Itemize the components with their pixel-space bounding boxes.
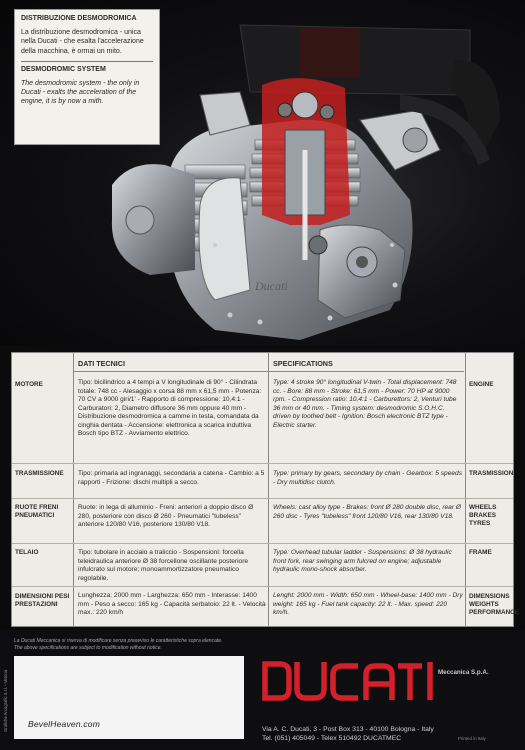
info-heading-en: DESMODROMIC SYSTEM (21, 65, 106, 73)
row-text-wheels: Wheels: cast alloy type - Brakes: front Ø 280 double disc, rear Ø 260 disc - Tyres "tubeless" front 120/80 V16, rear 130/80 V18. (273, 504, 462, 520)
disclaimer (14, 638, 222, 652)
row-divider (12, 586, 513, 587)
info-heading-it: DISTRIBUZIONE DESMODROMICA (21, 15, 137, 22)
disclaimer-it: La Ducati Meccanica si riserva di modificare senza preavviso le caratteristiche sopra elencate. (14, 638, 223, 644)
address-line-1: Via A. C. Ducati, 3 - Post Box 313 - 40100 Bologna - Italy (262, 726, 434, 733)
company-address (262, 725, 434, 743)
row-label-trasmission: TRASMISSION (469, 470, 514, 477)
engine-photo (0, 0, 525, 345)
row-text-dimensioni: Lunghezza: 2000 mm - Larghezza: 650 mm - Interasse: 1400 mm - Peso a secco: 165 kg - Capacità serbatoio: 22 lt. - Velocità max.: 220 km/h (78, 592, 266, 617)
specifications-table (11, 352, 520, 627)
row-divider (12, 543, 513, 544)
row-label-telaio: TELAIO (15, 549, 39, 556)
printer-credit: Grafiche Arcografic S.r.l. - Verona (3, 669, 8, 732)
info-divider (21, 61, 153, 62)
ducati-logo (262, 660, 434, 702)
row-label-engine: ENGINE (469, 381, 494, 388)
brand-subtitle: Meccanica S.p.A. (438, 669, 489, 676)
footer (0, 630, 525, 750)
printed-in-italy: Printed in Italy (458, 736, 486, 741)
header-divider (74, 371, 464, 372)
info-text-en: The desmodromic system - the only in Ducati - exalts the acceleration of the engine, it is by now a mith. (21, 80, 140, 106)
row-label-motore: MOTORE (15, 381, 43, 388)
row-text-frame: Type: Overhead tubular ladder - Suspensions: Ø 38 hydraulic front fork, rear swinging arm fulcred on engine; adjustable hydraulic mono-shock absorber. (273, 549, 452, 574)
header-specifications: SPECIFICATIONS (273, 359, 333, 368)
row-label-dimensioni: DIMENSIONI PESI PRESTAZIONI (15, 593, 70, 608)
row-label-dimensions: DIMENSIONS WEIGHTS PERFORMANCE (469, 593, 520, 616)
row-divider (12, 463, 513, 464)
desmodromic-info-box (14, 9, 160, 145)
address-line-2: Tel. (051) 405049 - Telex 510492 DUCATMEC (262, 735, 402, 743)
row-text-trasmissione: Tipo: primaria ad ingranaggi, secondaria a catena - Cambio: a 5 rapporti - Frizione: dischi multipli a secco. (78, 470, 265, 486)
row-text-dimensions: Lenght: 2000 mm - Width: 650 mm - Wheel-base: 1400 mm - Dry weight: 165 kg - Fuel tank capacity: 22 lt. - Max. speed: 220 km/h. (273, 592, 463, 617)
header-dati-tecnici: DATI TECNICI (78, 359, 125, 368)
row-text-trasmission: Type: primary by gears, secondary by chain - Gearbox: 5 speeds - Dry multidisc clutch. (273, 470, 462, 486)
svg-text:Ducati: Ducati (255, 279, 288, 293)
row-divider (12, 498, 513, 499)
row-text-engine: Type: 4 stroke 90° longitudinal V-twin - Total displacement: 748 cc. - Bore: 88 mm - Stroke: 61,5 mm - Power: 70 HP at 9000 rpm. - Compression ratio: 10,4:1 - Carburettors: 2, Venturi tube 36 mm or 40 mm. - Timing system: desmodromic S.O.H.C. driven by toothed belt - Ignition: Bosch electronic BTZ type - Electric starter. (273, 379, 457, 429)
info-text-it: La distribuzione desmodromica - unica nella Ducati - che esalta l'accelerazione della macchina, è ormai un mito. (21, 29, 144, 55)
row-label-frame: FRAME (469, 549, 492, 556)
row-label-wheels: WHEELS BRAKES TYRES (469, 504, 497, 527)
row-label-trasmissione: TRASMISSIONE (15, 470, 64, 477)
row-text-telaio: Tipo: tubolare in acciaio a traliccio - Sospensioni: forcella teleidraulica anteriore Ø 38 forcellone oscillante posteriore infulcrato sul motore; monoammortizzatore pneumatico regolabile. (78, 549, 249, 582)
row-label-ruote: RUOTE FRENI PNEUMATICI (15, 504, 59, 519)
row-text-ruote: Ruote: in lega di alluminio - Freni: anteriori a doppio disco Ø 280, posteriore con disco Ø 260 - Pneumatici "tubeless" anteriore 120/80 V16, posteriore 130/80 V18. (78, 504, 254, 529)
website-watermark[interactable]: BevelHeaven.com (28, 719, 100, 729)
row-text-motore: Tipo: bicilindrico a 4 tempi a V longitudinale di 90° - Cilindrata totale: 748 cc - Alesaggio x corsa 88 mm x 61,5 mm - Potenza: 70 CV a 9000 giri/1' - Rapporto di compressione: 10,4:1 - Carburatori: 2, Diametro diffusore 36 mm oppure 40 mm - Distribuzione desmodromica a camme in testa, comandata da cinghia dentata - Accensione: elettronica a scarica induttiva Bosch tipo BTZ - Avviamento elettrico. (78, 379, 262, 438)
disclaimer-en: The above specifications are subject to modification without notice. (14, 644, 162, 651)
